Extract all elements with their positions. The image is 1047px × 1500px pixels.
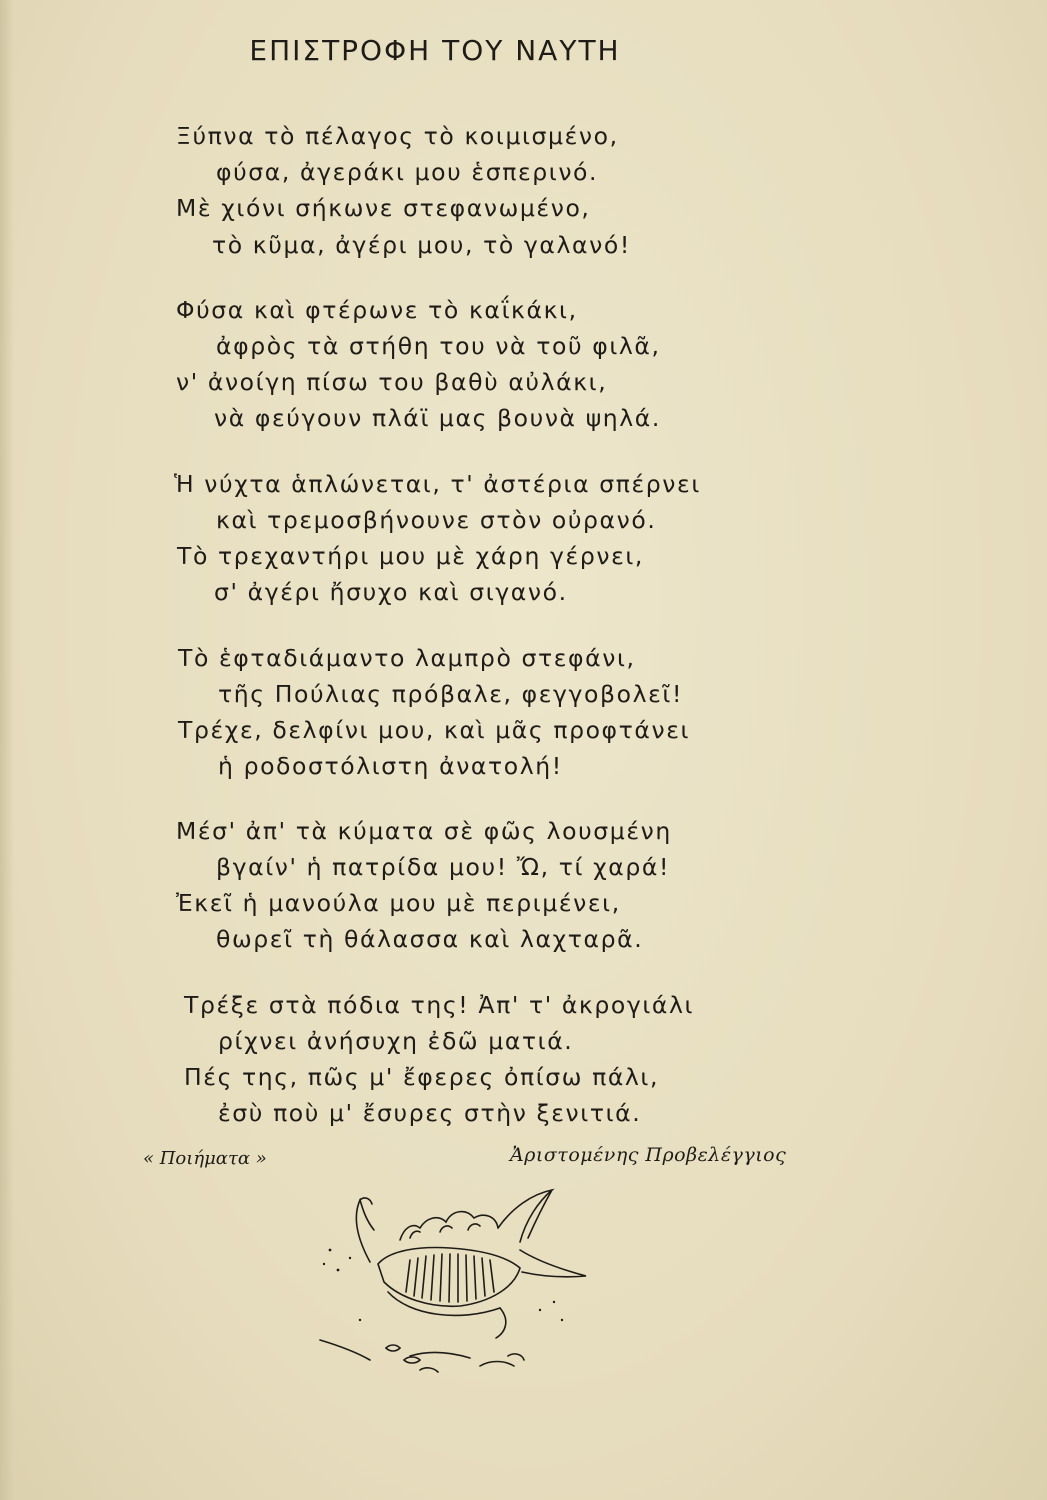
poem-line: τὸ κῦμα, ἀγέρι μου, τὸ γαλανό! <box>212 231 631 259</box>
poem-line: Φύσα καὶ φτέρωνε τὸ καΐκάκι, <box>176 296 578 324</box>
seashell-illustration <box>300 1180 600 1380</box>
source-citation: « Ποιήματα » <box>143 1148 267 1169</box>
poem-line: ρίχνει ἀνήσυχη ἐδῶ ματιά. <box>218 1027 574 1055</box>
poem-line: Πές της, πῶς μ' ἔφερες ὀπίσω πάλι, <box>184 1063 660 1091</box>
poem-line: Ἐκεῖ ἡ μανούλα μου μὲ περιμένει, <box>176 889 621 917</box>
poem-line: ἀφρὸς τὰ στήθη του νὰ τοῦ φιλᾶ, <box>216 332 661 360</box>
author-name: Ἀριστομένης Προβελέγγιος <box>510 1144 787 1166</box>
poem-line: νὰ φεύγουν πλάϊ μας βουνὰ ψηλά. <box>214 404 661 432</box>
poem-line: Ἡ νύχτα ἁπλώνεται, τ' ἀστέρια σπέρνει <box>174 470 701 498</box>
poem-line: Τρέξε στὰ πόδια της! Ἀπ' τ' ἀκρογιάλι <box>184 991 695 1019</box>
poem-line: Τρέχε, δελφίνι μου, καὶ μᾶς προφτάνει <box>178 716 691 744</box>
poem-line: τῆς Πούλιας πρόβαλε, φεγγοβολεῖ! <box>218 680 683 708</box>
poem-line: καὶ τρεμοσβήνουνε στὸν οὐρανό. <box>216 506 657 534</box>
poem-line: Ξύπνα τὸ πέλαγος τὸ κοιμισμένο, <box>176 122 619 150</box>
page-edge-shadow <box>0 0 14 1500</box>
poem-line: Μέσ' ἀπ' τὰ κύματα σὲ φῶς λουσμένη <box>176 817 672 845</box>
poem-line: βγαίν' ἡ πατρίδα μου! Ὤ, τί χαρά! <box>216 853 671 881</box>
poem-line: Μὲ χιόνι σήκωνε στεφανωμένο, <box>176 194 591 222</box>
poem-title: ΕΠΙΣΤΡΟΦΗ ΤΟΥ ΝΑΥΤΗ <box>249 34 621 67</box>
poem-line: ν' ἀνοίγη πίσω του βαθὺ αὐλάκι, <box>176 368 608 396</box>
poem-line: Τὸ ἑφταδιάμαντο λαμπρὸ στεφάνι, <box>178 644 636 672</box>
poem-line: σ' ἀγέρι ἤσυχο καὶ σιγανό. <box>214 578 568 606</box>
poem-line: θωρεῖ τὴ θάλασσα καὶ λαχταρᾶ. <box>216 925 644 953</box>
poem-line: ἐσὺ ποὺ μ' ἔσυρες στὴν ξενιτιά. <box>218 1099 642 1127</box>
poem-line: φύσα, ἀγεράκι μου ἑσπερινό. <box>216 158 599 186</box>
poem-line: Τὸ τρεχαντήρι μου μὲ χάρη γέρνει, <box>177 542 644 570</box>
poem-line: ἡ ροδοστόλιστη ἀνατολή! <box>218 752 563 780</box>
